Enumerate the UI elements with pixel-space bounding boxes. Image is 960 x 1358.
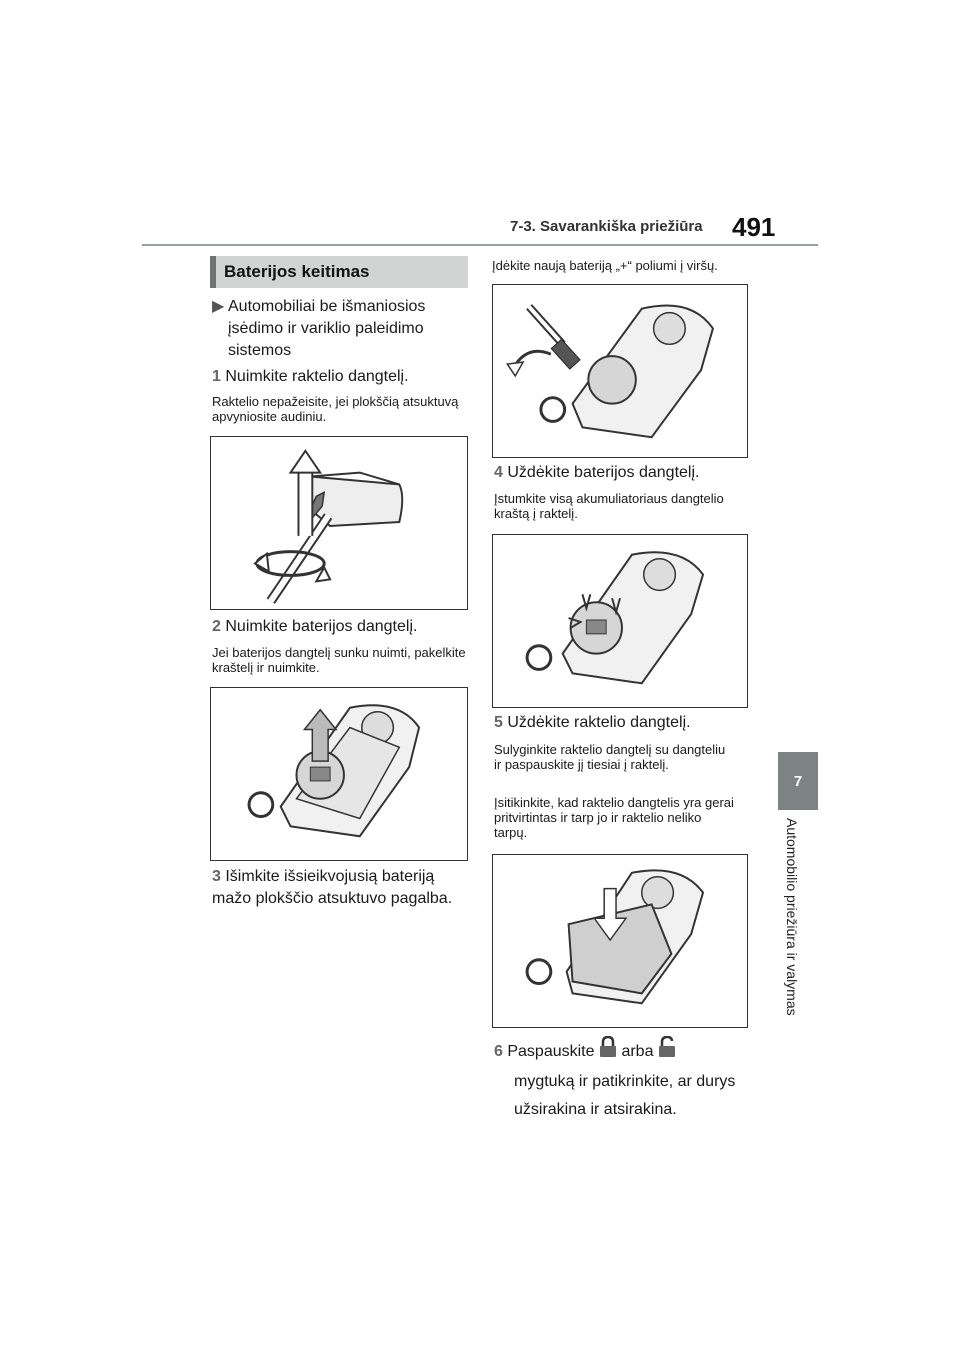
step-1: 1 Nuimkite raktelio dangtelį. [212,368,409,385]
battery-polarity-note: Įdėkite naują bateriją „+“ poliumi į viršų. [492,258,718,273]
figure-remove-battery [492,284,748,458]
header-divider [142,244,818,246]
section-title: Baterijos keitimas [210,256,468,288]
step-4: 4 Uždėkite baterijos dangtelį. [494,464,700,481]
step-4-note: Įstumkite visą akumuliatoriaus dangtelio kraštą į raktelį. [494,491,724,521]
step-2-note: Jei baterijos dangtelį sunku nuimti, pakelkite kraštelį ir nuimkite. [212,645,466,675]
lock-icon [599,1036,617,1068]
step-5-note-1: Sulyginkite raktelio dangtelį su dangteliu ir paspauskite jį tiesiai į raktelį. [494,742,726,772]
page-number: 491 [732,212,776,242]
chapter-label: Automobilio priežiūra ir valymas [784,818,800,1016]
figure-remove-key-cover [210,436,468,610]
step-2: 2 Nuimkite baterijos dangtelį. [212,618,418,635]
step-6: 6 Paspauskite arba mygtuką ir patikrinkite, ar durys užsirakina ir atsirakina. [494,1036,750,1124]
chapter-tab[interactable] [778,752,818,810]
step-3: 3 Išimkite išsieikvojusią bateriją mažo plokščio atsuktuvo pagalba. [212,868,453,907]
figure-remove-battery-cover [210,687,468,861]
figure-insert-battery-cover [492,534,748,708]
intro-bullet: ▶ Automobiliai be išmaniosios įsėdimo ir variklio paleidimo sistemos [212,298,426,359]
arrow-right-icon: ▶ [212,298,225,315]
figure-attach-key-cover [492,854,748,1028]
step-5: 5 Uždėkite raktelio dangtelį. [494,714,691,731]
header-title: 7-3. Savarankiška priežiūra [510,218,703,235]
step-1-note: Raktelio nepažeisite, jei plokščią atsuktuvą apvyniosite audiniu. [212,394,459,424]
unlock-icon [658,1036,676,1068]
step-5-note-2: Įsitikinkite, kad raktelio dangtelis yra gerai pritvirtintas ir tarp jo ir raktelio neliko tarpų. [494,795,734,840]
chapter-number: 7 [793,772,803,790]
